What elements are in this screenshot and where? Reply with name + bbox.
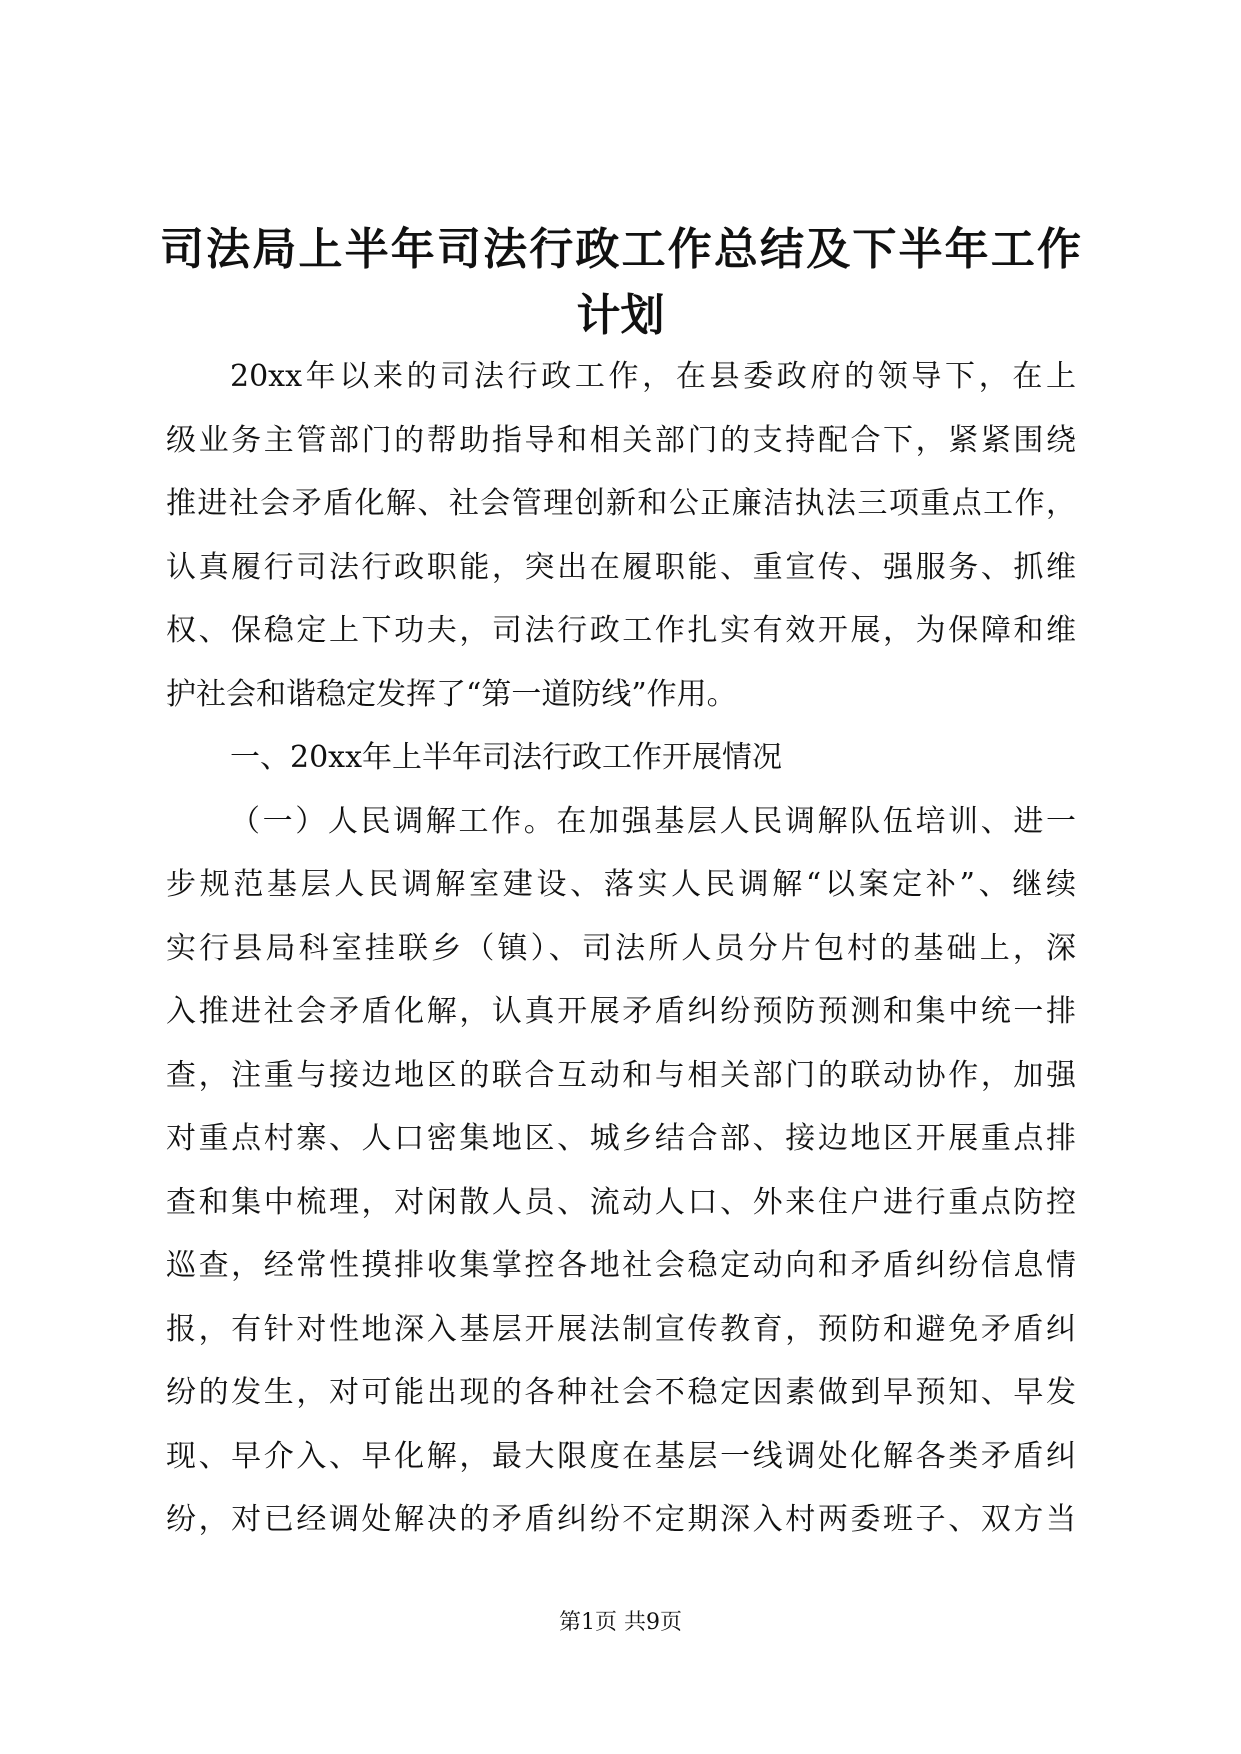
page-number-footer: 第1页 共9页 bbox=[559, 1610, 682, 1635]
paragraph-line: 认真履行司法行政职能，突出在履职能、重宣传、强服务、抓维 bbox=[166, 549, 1076, 585]
document-title-line-1: 司法局上半年司法行政工作总结及下半年工作 bbox=[160, 224, 1081, 275]
paragraph-line: 入推进社会矛盾化解，认真开展矛盾纠纷预防预测和集中统一排 bbox=[166, 994, 1076, 1029]
document-title-line-2: 计划 bbox=[576, 290, 665, 341]
paragraph-line: 级业务主管部门的帮助指导和相关部门的支持配合下，紧紧围绕 bbox=[166, 422, 1076, 458]
paragraph-line: 步规范基层人民调解室建设、落实人民调解“以案定补”、继续 bbox=[166, 867, 1076, 902]
paragraph-line: 护社会和谐稳定发挥了“第一道防线”作用。 bbox=[166, 676, 737, 712]
paragraph-line: 20xx年以来的司法行政工作，在县委政府的领导下，在上 bbox=[230, 359, 1076, 394]
paragraph-line: 报，有针对性地深入基层开展法制宣传教育，预防和避免矛盾纠 bbox=[166, 1311, 1076, 1347]
paragraph-line: 巡查，经常性摸排收集掌控各地社会稳定动向和矛盾纠纷信息情 bbox=[166, 1248, 1076, 1283]
paragraph-line: 推进社会矛盾化解、社会管理创新和公正廉洁执法三项重点工作， bbox=[166, 486, 1076, 521]
paragraph-line: 查，注重与接边地区的联合互动和与相关部门的联动协作，加强 bbox=[166, 1057, 1076, 1093]
paragraph-line: 实行县局科室挂联乡（镇）、司法所人员分片包村的基础上，深 bbox=[166, 930, 1076, 966]
paragraph-line: （一）人民调解工作。在加强基层人民调解队伍培训、进一 bbox=[230, 803, 1076, 839]
section-heading: 一、20xx年上半年司法行政工作开展情况 bbox=[230, 740, 783, 775]
paragraph-line: 纷的发生，对可能出现的各种社会不稳定因素做到早预知、早发 bbox=[166, 1375, 1076, 1410]
paragraph-line: 对重点村寨、人口密集地区、城乡结合部、接边地区开展重点排 bbox=[166, 1121, 1076, 1156]
paragraph-line: 权、保稳定上下功夫，司法行政工作扎实有效开展，为保障和维 bbox=[166, 613, 1076, 648]
paragraph-line: 纷，对已经调处解决的矛盾纠纷不定期深入村两委班子、双方当 bbox=[166, 1502, 1076, 1537]
paragraph-line: 现、早介入、早化解，最大限度在基层一线调处化解各类矛盾纠 bbox=[166, 1438, 1076, 1474]
paragraph-line: 查和集中梳理，对闲散人员、流动人口、外来住户进行重点防控 bbox=[166, 1184, 1076, 1220]
